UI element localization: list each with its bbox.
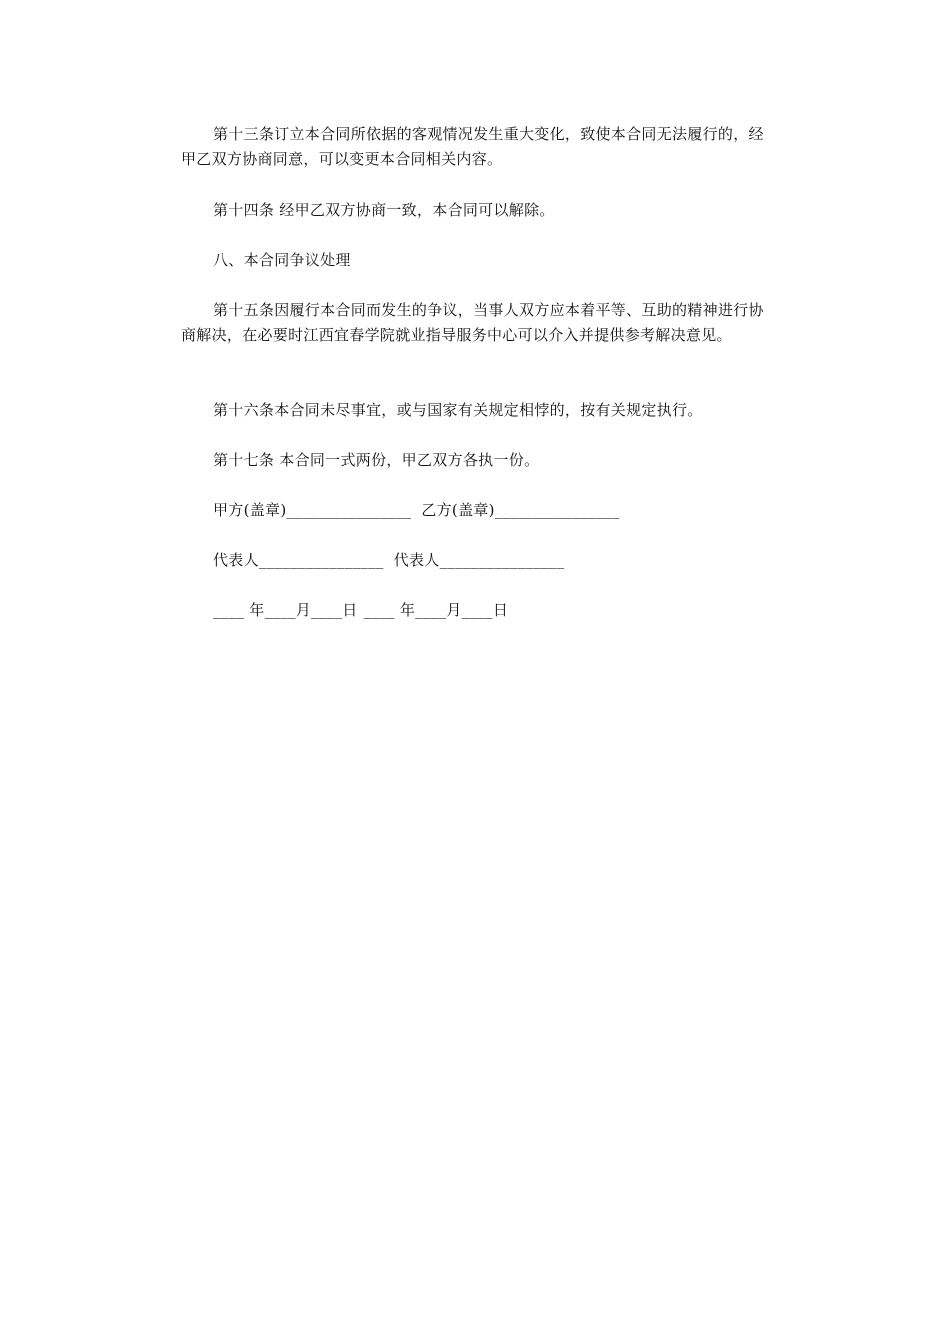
section-8-heading: 八、本合同争议处理 xyxy=(213,251,351,269)
article-14-paragraph: 第十四条 经甲乙双方协商一致，本合同可以解除。 xyxy=(213,201,555,219)
article-15-paragraph: 第十五条因履行本合同而发生的争议，当事人双方应本着平等、互助的精神进行协商解决，在必要时江西宜春学院就业指导服务中心可以介入并提供参考解决意见。 xyxy=(181,301,764,344)
party-a-date-field: ____ 年____月____日 xyxy=(213,601,358,619)
party-b-date-field: ____ 年____月____日 xyxy=(363,601,509,619)
party-b-seal-field: 乙方(盖章)________________ xyxy=(421,501,620,519)
article-17-paragraph: 第十七条 本合同一式两份，甲乙双方各执一份。 xyxy=(213,451,540,469)
party-b-representative-field: 代表人________________ xyxy=(393,551,565,569)
representative-row xyxy=(213,548,564,573)
party-a-representative-field: 代表人________________ xyxy=(213,551,384,569)
article-16-paragraph: 第十六条本合同未尽事宜，或与国家有关规定相悖的，按有关规定执行。 xyxy=(213,401,703,419)
party-a-seal-field: 甲方(盖章)________________ xyxy=(213,501,412,519)
party-seal-row xyxy=(213,498,620,523)
article-13-paragraph: 第十三条订立本合同所依据的客观情况发生重大变化，致使本合同无法履行的，经甲乙双方协商同意，可以变更本合同相关内容。 xyxy=(181,125,764,168)
date-row xyxy=(213,598,508,623)
